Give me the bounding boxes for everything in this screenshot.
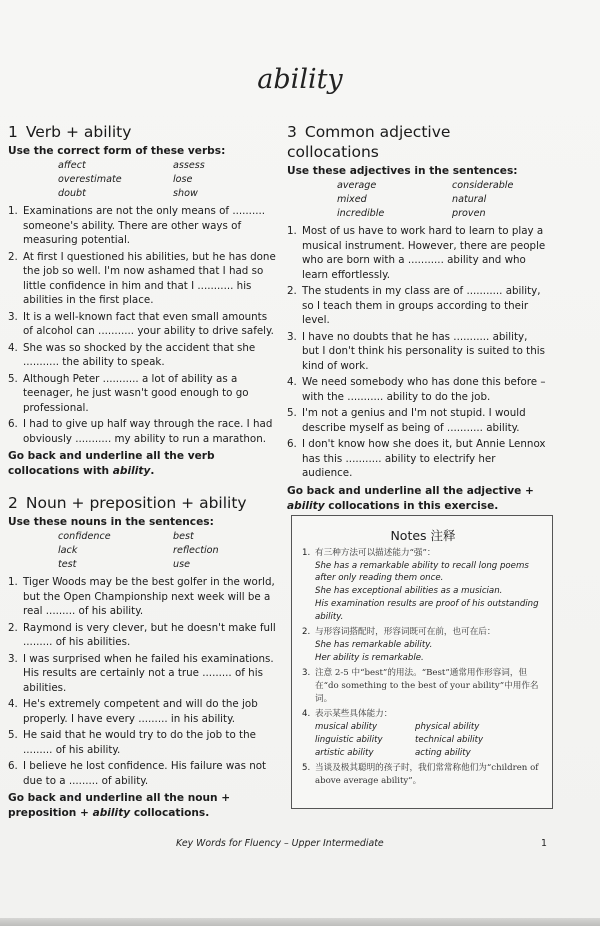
word: natural bbox=[452, 194, 487, 205]
note-chinese-text: 当谈及极其聪明的孩子时，我们常常称他们为“children of above average ability”。 bbox=[315, 763, 539, 786]
ability-term: linguistic ability bbox=[315, 734, 383, 745]
note-item: 5. 当谈及极其聪明的孩子时，我们常常称他们为“children of above average ability”。 bbox=[302, 763, 539, 786]
note-chinese-text: 与形容词搭配时，形容词既可在前，也可在后： bbox=[315, 627, 496, 638]
exercise-item: 4. We need somebody who has done this before – with the ........... ability to do the job. bbox=[287, 376, 546, 403]
exercise-item: 4. She was so shocked by the accident that she ........... the ability to speak. bbox=[8, 341, 256, 368]
notes-title: Notes 注释 bbox=[390, 528, 456, 543]
exercise-item: 5. I'm not a genius and I'm not stupid. I would describe myself as being of ........... ability. bbox=[287, 407, 526, 434]
note-item: 4. 表示某些具体能力： musical ability physical ability linguistic ability technical ability artistic ability acting ability bbox=[302, 708, 544, 759]
note-example: She has remarkable ability. bbox=[315, 639, 433, 650]
note-example: She has exceptional abilities as a musician. bbox=[315, 586, 503, 597]
exercise-item: 1. Tiger Woods may be the best golfer in the world, but the Open Championship next week will be a real ......... of his ability. bbox=[8, 576, 275, 617]
word: average bbox=[337, 180, 377, 191]
word: test bbox=[58, 559, 77, 570]
exercise-item: 6. I believe he lost confidence. His failure was not due to a ......... of ability. bbox=[8, 760, 267, 787]
ability-pairs bbox=[315, 721, 544, 759]
exercise-item: 3. I was surprised when he failed his examinations. His results are certainly not a true ......... of his abilities. bbox=[8, 652, 274, 694]
word: mixed bbox=[337, 194, 367, 205]
note-example: She has a remarkable ability to recall long poems after only reading them once. bbox=[315, 560, 529, 584]
exercise-item: 1. Most of us have to work hard to learn to play a musical instrument. However, there are people who are born with a ........... ability and who learn effortlessly. bbox=[287, 225, 546, 281]
ability-term: acting ability bbox=[415, 747, 471, 758]
section-adjective-collocations bbox=[287, 122, 547, 514]
book-title-footer: Key Words for Fluency – Upper Intermediate bbox=[176, 838, 384, 849]
word: overestimate bbox=[58, 174, 122, 185]
word: assess bbox=[173, 160, 205, 171]
section-heading: 1 Verb + ability bbox=[8, 123, 132, 141]
word: lack bbox=[58, 545, 78, 556]
note-example: Her ability is remarkable. bbox=[315, 652, 424, 663]
exercise-item: 5. He said that he would try to do the job to the ......... of his ability. bbox=[8, 729, 256, 756]
word: considerable bbox=[452, 180, 514, 191]
section-instruction: Use the correct form of these verbs: bbox=[8, 145, 226, 157]
word: reflection bbox=[173, 545, 219, 556]
word: confidence bbox=[58, 531, 111, 542]
word: use bbox=[173, 559, 190, 570]
exercise-item: 5. Although Peter ........... a lot of ability as a teenager, he just wasn't good enough to go professional. bbox=[8, 372, 249, 414]
go-back-instruction: Go back and underline all the verb collocations with ability. bbox=[8, 450, 215, 477]
word-list bbox=[58, 530, 280, 572]
section-instruction: Use these adjectives in the sentences: bbox=[287, 165, 518, 177]
page-title: ability bbox=[257, 64, 343, 95]
exercise-item: 2. Raymond is very clever, but he doesn't make full ......... of his abilities. bbox=[8, 621, 276, 648]
word: best bbox=[173, 531, 194, 542]
section-heading: 3 Common adjective collocations bbox=[287, 123, 451, 161]
ability-term: artistic ability bbox=[315, 747, 374, 758]
exercise-item: 4. He's extremely competent and will do the job properly. I have every ......... in his ability. bbox=[8, 698, 258, 725]
notes-box bbox=[291, 515, 553, 809]
section-noun-preposition-ability bbox=[8, 493, 280, 821]
exercise-list bbox=[287, 224, 547, 481]
note-chinese-text: 注意 2-5 中“best”的用法。“Best”通常用作形容词，但在“do something to the best of your ability”中用作名词。 bbox=[315, 668, 539, 704]
exercise-item: 3. I have no doubts that he has ........... ability, but I don't think his personality is suited to this kind of work. bbox=[287, 330, 545, 372]
exercise-item: 1. Examinations are not the only means of .......... someone's ability. There are other ways of measuring potential. bbox=[8, 205, 266, 246]
word: doubt bbox=[58, 188, 86, 199]
page-bottom-edge bbox=[0, 918, 600, 926]
word: lose bbox=[173, 174, 193, 185]
go-back-instruction: Go back and underline all the noun + preposition + ability collocations. bbox=[8, 792, 231, 819]
exercise-item: 2. At first I questioned his abilities, but he has done the job so well. I'm now ashamed that I had so little confidence in him and that I ........... his abilities in the first place. bbox=[8, 250, 276, 306]
word-list bbox=[337, 179, 547, 221]
ability-term: technical ability bbox=[415, 734, 484, 745]
exercise-list bbox=[8, 204, 280, 446]
note-chinese-text: 表示某些具体能力： bbox=[315, 709, 393, 720]
word: proven bbox=[452, 208, 486, 219]
note-item: 2. 与形容词搭配时，形容词既可在前，也可在后： She has remarkable ability. Her ability is remarkable. bbox=[302, 626, 544, 664]
word: incredible bbox=[337, 208, 385, 219]
note-item: 1. 有三种方法可以描述能力“强”： She has a remarkable ability to recall long poems after only reading them once. She has exceptional abilities as a musician. His examination results are proof of his outstanding ability. bbox=[302, 547, 544, 623]
section-verb-ability bbox=[8, 122, 280, 479]
word: show bbox=[173, 188, 198, 199]
note-example: His examination results are proof of his outstanding ability. bbox=[315, 598, 539, 622]
left-column bbox=[8, 122, 280, 821]
note-chinese-text: 有三种方法可以描述能力“强”： bbox=[315, 548, 436, 558]
notes-list bbox=[302, 547, 544, 788]
exercise-item: 3. It is a well-known fact that even small amounts of alcohol can ........... your ability to drive safely. bbox=[8, 310, 274, 337]
ability-term: physical ability bbox=[415, 722, 480, 733]
page-number: 1 bbox=[541, 838, 547, 849]
right-column bbox=[287, 122, 547, 514]
section-heading: 2 Noun + preposition + ability bbox=[8, 494, 247, 512]
word: affect bbox=[58, 160, 86, 171]
exercise-item: 6. I don't know how she does it, but Annie Lennox has this ........... ability to electrify her audience. bbox=[287, 438, 546, 479]
word-list bbox=[58, 159, 280, 201]
exercise-item: 6. I had to give up half way through the race. I had obviously ........... my ability to run a marathon. bbox=[8, 418, 273, 445]
note-item: 3. 注意 2-5 中“best”的用法。“Best”通常用作形容词，但在“do something to the best of your ability”中用作名词。 bbox=[302, 668, 539, 704]
exercise-item: 2. The students in my class are of ........... ability, so I teach them in groups according to their level. bbox=[287, 285, 541, 326]
section-instruction: Use these nouns in the sentences: bbox=[8, 516, 214, 528]
ability-term: musical ability bbox=[315, 722, 378, 733]
go-back-instruction: Go back and underline all the adjective + ability collocations in this exercise. bbox=[287, 484, 534, 512]
exercise-list bbox=[8, 575, 280, 788]
